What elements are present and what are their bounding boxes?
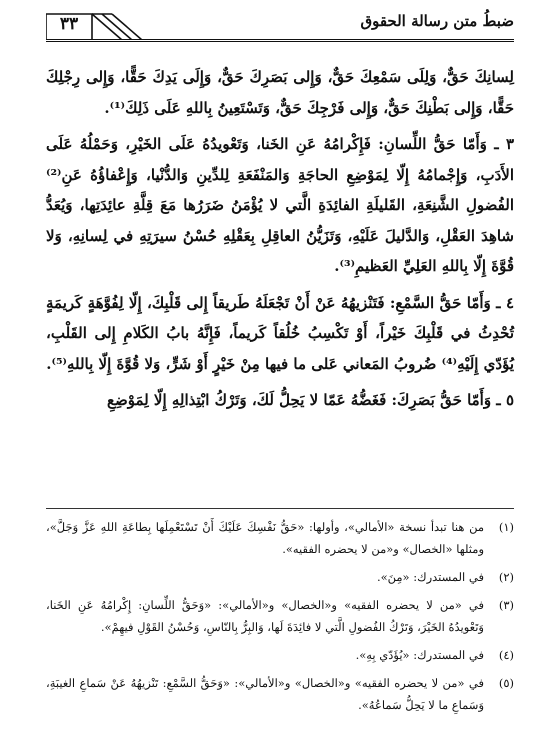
running-title: ضبطُ متن رسالة الحقوق [360, 12, 514, 30]
page-number: ٣٣ [59, 14, 79, 34]
footnote-number: (١) [498, 520, 514, 534]
footnote-4 [46, 644, 514, 666]
header-rule [46, 39, 514, 42]
footnote-1 [46, 516, 514, 560]
footnote-text: في المستدرك: «يُؤَدّي بِهِ». [355, 648, 484, 662]
main-text [46, 62, 514, 422]
footnote-number: (٤) [498, 648, 514, 662]
footnote-number: (٥) [498, 676, 514, 690]
footnote-number: (٣) [498, 598, 514, 612]
footnote-text: في «من لا يحضره الفقيه» و«الخصال» و«الأمالي»: «وَحَقُّ اللِّسانِ: إِكْرامُهُ عَنِ الخَنا، وَتَعْويدُهُ الخَيْرَ، وَتَرْكُ الفُضولِ الَّتي لا فائِدَةَ لَها، وَالبِرُّ بِالنّاسِ، وَحُسْنُ القَوْلِ فيهِمْ». [46, 598, 484, 634]
footnote-5 [46, 672, 514, 716]
page-header [46, 10, 514, 42]
footnote-text: من هنا تبدأ نسخة «الأمالي»، وأولها: «حَقُّ نَفْسِكَ عَلَيْكَ أَنْ تَسْتَعْمِلَها بِطاعَةِ اللهِ عَزَّ وَجَلَّ»، ومثلها «الخصال» و«من لا يحضره الفقيه». [46, 520, 484, 556]
footnotes [46, 516, 514, 722]
footnote-2 [46, 566, 514, 588]
footnote-number: (٢) [498, 570, 514, 584]
paragraph-4: ٥ ـ وَأَمّا حَقُّ بَصَرِكَ: فَغَضُّهُ عَمّا لا يَحِلُّ لَكَ، وَتَرْكُ ابْتِذالِهِ إِلّا لِمَوْضِعِ [107, 391, 514, 409]
paragraph-3: ٤ ـ وَأَمّا حَقُّ السَّمْعِ: فَتَنْزيهُهُ عَنْ أَنْ تَجْعَلَهُ طَريقاً إِلى قَلْبِكَ، إِلّا لِفُوَّهَةٍ كَريمَةٍ تُحْدِثُ في قَلْبِكَ خَيْراً، أَوْ تَكْسِبُ خُلُقاً كَريماً، فَإِنَّهُ بابُ الكَلامِ إِلى القَلْبِ، يُؤَدّي إِلَيْهِ⁽⁴⁾ ضُروبُ المَعاني عَلى ما فيها مِنْ خَيْرٍ أَوْ شَرٍّ، وَلا قُوَّةَ إِلّا بِاللهِ⁽⁵⁾. [46, 293, 514, 373]
footnote-text: في «من لا يحضره الفقيه» و«الخصال» و«الأمالي»: «وَحَقُّ السَّمْعِ: تَنْزيهُهُ عَنْ سَماعِ الغيبَةِ، وَسَماعِ ما لا يَحِلُّ سَماعُهُ». [46, 676, 484, 712]
footnote-text: في المستدرك: «مِنَ». [376, 570, 484, 584]
footnote-separator [46, 508, 514, 509]
footnote-3 [46, 594, 514, 638]
paragraph-1: لِسانِكَ حَقٌّ، وَلِلَى سَمْعِكَ حَقٌّ، وَإِلى بَصَرِكَ حَقٌّ، وَإِلَى يَدِكَ حَقًّا، وَإِلى رِجْلِكَ حَقًّا، وَإِلى بَطْنِكَ حَقٌّ، وَإِلى فَرْجِكَ حَقٌّ، وَتَسْتَعِينُ بِاللهِ عَلَى ذَلِكَ⁽¹⁾. [46, 68, 514, 117]
page-number-box [46, 12, 154, 38]
paragraph-2: ٣ ـ وَأَمّا حَقُّ اللِّسانِ: فَإِكْرامُهُ عَنِ الخَنا، وَتَعْويدُهُ عَلَى الخَيْرِ، وَحَمْلُهُ عَلَى الأَدَبِ، وَإِجْمامُهُ إِلّا لِمَوْضِعِ الحاجَةِ وَالمَنْفَعَةِ لِلدِّينِ وَالدُّنْيا، وَإِعْفاؤُهُ عَنِ⁽²⁾ الفُضولِ الشَّنِعَةِ، القَليلَةِ الفائِدَةِ الَّتي لا يُؤْمَنُ ضَرَرُها مَعَ قِلَّةِ عائِدَتِها، وَيُعَدُّ شاهِدَ العَقْلِ، وَالدَّليلَ عَلَيْهِ، وَتَزَيُّنُ العاقِلِ بِعَقْلِهِ حُسْنُ سيرَتِهِ في لِسانِهِ، وَلا قُوَّةَ إِلّا بِاللهِ العَلِيِّ العَظيمِ⁽³⁾. [46, 135, 514, 275]
